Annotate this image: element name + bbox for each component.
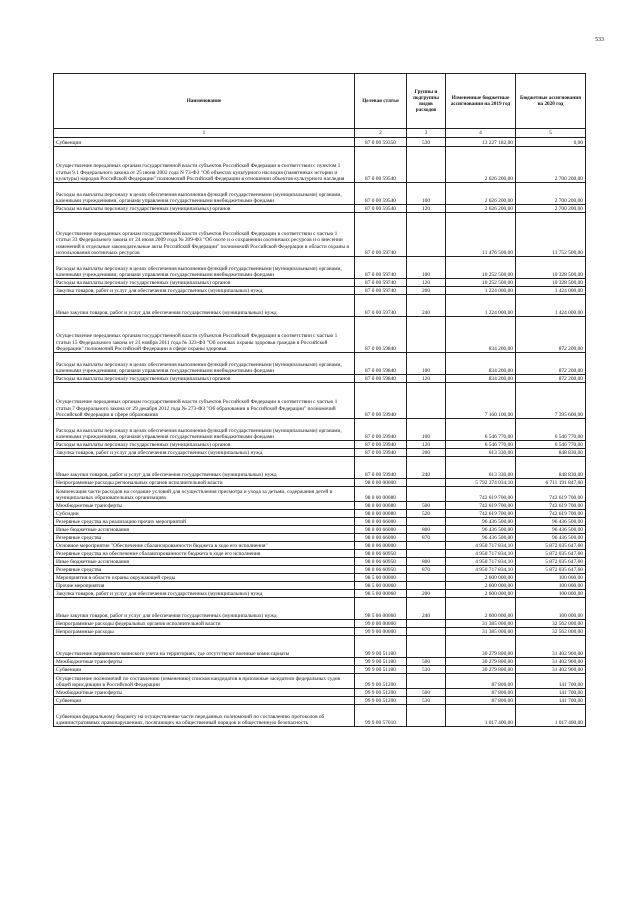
row-amount-2020: 32 562 000,00	[516, 620, 586, 628]
row-expense-group	[407, 317, 446, 353]
table-row	[54, 598, 586, 620]
row-expense-group: 100	[407, 183, 446, 205]
row-amount-2019: 834 200,00	[446, 375, 516, 383]
table-row	[54, 566, 586, 574]
row-amount-2020: 2 700 200,00	[516, 147, 586, 183]
row-amount-2020: 5 872 035 647,60	[516, 558, 586, 566]
row-amount-2020: 100 000,00	[516, 598, 586, 620]
row-name: Субвенции	[54, 697, 355, 705]
row-name: Резервные средства на реализацию прочих мероприятий	[54, 518, 355, 526]
row-amount-2020: 7 395 600,00	[516, 383, 586, 419]
row-amount-2019: 4 950 717 834,10	[446, 558, 516, 566]
row-target-code: 87 0 00 59740	[355, 287, 407, 295]
row-name: Резервные средства на обеспечение сбалансированности бюджета в ходе его исполнения	[54, 550, 355, 558]
row-target-code: 98 0 06 60950	[355, 566, 407, 574]
row-target-code: 98 0 00 66000	[355, 534, 407, 542]
row-name: Прочие мероприятия	[54, 582, 355, 590]
row-target-code: 87 0 00 59540	[355, 183, 407, 205]
row-name: Межбюджетные трансферты	[54, 502, 355, 510]
row-target-code: 99 9 00 51200	[355, 697, 407, 705]
row-amount-2019: 96 436 500,00	[446, 534, 516, 542]
table-row	[54, 550, 586, 558]
row-amount-2020: 2 700 200,00	[516, 183, 586, 205]
table-row	[54, 147, 586, 183]
row-amount-2019: 4 950 717 834,10	[446, 542, 516, 550]
row-amount-2020: 6 546 770,00	[516, 419, 586, 441]
row-name: Межбюджетные трансферты	[54, 689, 355, 697]
table-row	[54, 689, 586, 697]
row-amount-2019: 4 950 717 834,10	[446, 566, 516, 574]
row-amount-2020: 742 619 700,00	[516, 487, 586, 502]
column-number: 3	[407, 129, 446, 138]
column-number-row	[54, 129, 586, 138]
row-name: Расходы на выплаты персоналу в целях обеспечения выполнения функций государственными (муниципальными) органами, казенными учреждениями, органами управления государственными внебюджетными фондами	[54, 183, 355, 205]
row-target-code: 87 0 00 59740	[355, 295, 407, 317]
row-amount-2020: 10 328 500,00	[516, 279, 586, 287]
table-row	[54, 534, 586, 542]
row-amount-2020: 100 000,00	[516, 574, 586, 582]
row-target-code: 87 0 00 59940	[355, 441, 407, 449]
row-amount-2020: 2 700 200,00	[516, 205, 586, 213]
table-row	[54, 205, 586, 213]
row-target-code: 98 0 06 00000	[355, 542, 407, 550]
row-name: Субвенция федеральному бюджету на осуществление части переданных полномочий по составлению протоколов об административных правонарушениях, посягающих на общественный порядок и общественную безопасность	[54, 705, 355, 727]
row-expense-group	[407, 147, 446, 183]
row-name: Расходы на выплаты персоналу в целях обеспечения выполнения функций государственными (муниципальными) органами, казенными учреждениями, органами управления государственными внебюджетными фондами	[54, 419, 355, 441]
row-amount-2020: 96 436 500,00	[516, 534, 586, 542]
table-row	[54, 479, 586, 487]
row-amount-2019: 13 227 182,00	[446, 138, 516, 147]
row-amount-2019: 10 252 500,00	[446, 279, 516, 287]
row-expense-group: 800	[407, 526, 446, 534]
row-target-code: 87 0 00 59740	[355, 257, 407, 279]
table-row	[54, 295, 586, 317]
row-name: Субвенции	[54, 138, 355, 147]
table-row	[54, 574, 586, 582]
row-amount-2020: 141 700,00	[516, 689, 586, 697]
row-target-code: 98 0 06 60950	[355, 558, 407, 566]
row-amount-2019: 6 546 770,00	[446, 441, 516, 449]
row-name: Закупка товаров, работ и услуг для обеспечения государственных (муниципальных) нужд	[54, 287, 355, 295]
header-group: Группы и подгруппы видов расходов	[407, 74, 446, 129]
row-amount-2020: 872 200,00	[516, 375, 586, 383]
row-expense-group: 200	[407, 449, 446, 457]
row-amount-2019: 742 619 700,00	[446, 502, 516, 510]
row-target-code: 99 9 00 00000	[355, 628, 407, 636]
table-row	[54, 558, 586, 566]
row-target-code: 98 0 00 00080	[355, 510, 407, 518]
row-expense-group: 200	[407, 287, 446, 295]
table-row	[54, 449, 586, 457]
budget-table	[53, 73, 586, 727]
row-amount-2019: 2 626 200,00	[446, 205, 516, 213]
row-expense-group	[407, 574, 446, 582]
row-name: Расходы на выплаты персоналу государственных (муниципальных) органов	[54, 279, 355, 287]
table-body	[54, 138, 586, 727]
row-amount-2020: 848 830,00	[516, 449, 586, 457]
row-name: Субсидии	[54, 510, 355, 518]
column-number: 4	[446, 129, 516, 138]
row-amount-2019: 1 224 000,00	[446, 295, 516, 317]
row-amount-2020: 96 436 500,00	[516, 526, 586, 534]
row-target-code: 98 0 00 00080	[355, 502, 407, 510]
row-target-code: 87 0 00 59540	[355, 205, 407, 213]
row-name: Иные закупки товаров, работ и услуг для обеспечения государственных (муниципальных) нужд	[54, 598, 355, 620]
table-row	[54, 674, 586, 689]
row-amount-2020: 31 402 900,00	[516, 666, 586, 674]
row-amount-2020: 1 424 000,00	[516, 295, 586, 317]
row-name: Резервные средства	[54, 534, 355, 542]
row-expense-group: 120	[407, 375, 446, 383]
page-number: 533	[595, 37, 604, 43]
row-amount-2020: 96 436 500,00	[516, 518, 586, 526]
row-amount-2019: 2 626 200,00	[446, 183, 516, 205]
row-amount-2019: 613 330,00	[446, 449, 516, 457]
table-row	[54, 666, 586, 674]
row-expense-group	[407, 542, 446, 550]
row-amount-2019: 87 800,00	[446, 674, 516, 689]
row-expense-group: 120	[407, 441, 446, 449]
header-amount-2019: Измененные бюджетные ассигнования на 2019 год	[446, 74, 516, 129]
row-amount-2019: 96 436 500,00	[446, 518, 516, 526]
row-target-code: 98 0 00 66000	[355, 518, 407, 526]
row-target-code: 87 0 00 59940	[355, 449, 407, 457]
row-amount-2020: 0,00	[516, 138, 586, 147]
row-target-code: 98 5 00 00060	[355, 582, 407, 590]
row-amount-2019: 96 436 500,00	[446, 526, 516, 534]
table-row	[54, 353, 586, 375]
row-target-code: 99 9 00 51180	[355, 636, 407, 658]
row-amount-2020: 11 752 500,00	[516, 213, 586, 257]
row-target-code: 87 0 00 59350	[355, 138, 407, 147]
row-expense-group: 100	[407, 419, 446, 441]
row-target-code: 98 0 00 00000	[355, 479, 407, 487]
row-amount-2019: 4 950 717 834,10	[446, 550, 516, 558]
row-expense-group	[407, 620, 446, 628]
header-name: Наименование	[54, 74, 355, 129]
row-name: Расходы на выплаты персоналу в целях обеспечения выполнения функций государственными (муниципальными) органами, казенными учреждениями, органами управления государственными внебюджетными фондами	[54, 353, 355, 375]
row-amount-2020: 742 619 700,00	[516, 502, 586, 510]
row-target-code: 99 9 00 51200	[355, 689, 407, 697]
row-amount-2019: 87 800,00	[446, 697, 516, 705]
table-row	[54, 697, 586, 705]
table-row	[54, 213, 586, 257]
row-amount-2019: 834 200,00	[446, 317, 516, 353]
table-row	[54, 620, 586, 628]
row-name: Субвенции	[54, 666, 355, 674]
row-amount-2019: 834 200,00	[446, 353, 516, 375]
row-name: Расходы на выплаты персоналу в целях обеспечения выполнения функций государственными (муниципальными) органами, казенными учреждениями, органами управления государственными внебюджетными фондами	[54, 257, 355, 279]
row-expense-group: 240	[407, 295, 446, 317]
row-amount-2020: 31 402 900,00	[516, 636, 586, 658]
row-amount-2020: 848 830,00	[516, 457, 586, 479]
row-name: Мероприятия в области охраны окружающей среды	[54, 574, 355, 582]
row-expense-group: 530	[407, 666, 446, 674]
row-amount-2019: 2 600 000,00	[446, 590, 516, 598]
row-name: Осуществление переданных органам государственной власти субъектов Российской Федерации в соответствии с частью 1 статьи 15 Федерального закона от 21 ноября 2011 года № 323-ФЗ "Об основах охраны здоровья граждан в Российской Федерации" полномочий Российской Федерации в сфере охраны здоровья	[54, 317, 355, 353]
row-target-code: 87 0 00 59840	[355, 353, 407, 375]
row-amount-2019: 30 279 800,00	[446, 636, 516, 658]
row-expense-group: 200	[407, 590, 446, 598]
row-amount-2019: 2 626 200,00	[446, 147, 516, 183]
row-amount-2019: 613 330,00	[446, 457, 516, 479]
row-name: Основное мероприятие "Обеспечение сбалансированности бюджета в ходе его исполнения"	[54, 542, 355, 550]
table-row	[54, 705, 586, 727]
table-row	[54, 287, 586, 295]
row-amount-2019: 87 800,00	[446, 689, 516, 697]
row-name: Осуществление полномочий по составлению (изменению) списков кандидатов в присяжные заседатели федеральных судов общей юрисдикции в Российской Федерации	[54, 674, 355, 689]
row-name: Иные бюджетные ассигнования	[54, 558, 355, 566]
row-amount-2019: 30 279 800,00	[446, 666, 516, 674]
row-amount-2019: 6 546 770,00	[446, 419, 516, 441]
row-target-code: 87 0 00 59940	[355, 419, 407, 441]
row-amount-2019: 31 385 000,00	[446, 620, 516, 628]
table-row	[54, 383, 586, 419]
row-name: Компенсация части расходов на создание условий для осуществления присмотра и ухода за детьми, содержания детей в муниципальных образовательных организациях	[54, 487, 355, 502]
row-expense-group: 240	[407, 598, 446, 620]
table-row	[54, 628, 586, 636]
table-row	[54, 542, 586, 550]
row-amount-2020: 32 562 000,00	[516, 628, 586, 636]
table-row	[54, 502, 586, 510]
row-target-code: 87 0 00 59940	[355, 383, 407, 419]
row-amount-2020: 5 872 035 647,60	[516, 566, 586, 574]
row-name: Осуществление первичного воинского учета на территориях, где отсутствуют военные комиссариаты	[54, 636, 355, 658]
row-name: Расходы на выплаты персоналу государственных (муниципальных) органов	[54, 375, 355, 383]
row-amount-2019: 5 792 374 034,10	[446, 479, 516, 487]
row-target-code: 99 9 00 51180	[355, 666, 407, 674]
row-target-code: 87 0 00 59840	[355, 375, 407, 383]
header-row	[54, 74, 586, 129]
column-number: 2	[355, 129, 407, 138]
table-row	[54, 441, 586, 449]
row-target-code: 87 0 00 59540	[355, 147, 407, 183]
table-row	[54, 487, 586, 502]
row-amount-2020: 6 711 191 847,60	[516, 479, 586, 487]
row-name: Осуществление переданных органам государственной власти субъектов Российской Федерации в соответствии с частью 1 статьи 33 Федерального закона от 24 июля 2009 года № 209-ФЗ "Об охоте и о сохранении охотничьих ресурсов и о внесении изменений в отдельные законодательные акты Российской Федерации" полномочий Российской Федерации в области охраны и использования охотничьих ресурсов	[54, 213, 355, 257]
row-name: Расходы на выплаты персоналу государственных (муниципальных) органов	[54, 205, 355, 213]
row-amount-2020: 31 402 900,00	[516, 658, 586, 666]
row-expense-group: 120	[407, 279, 446, 287]
row-amount-2019: 742 619 700,00	[446, 510, 516, 518]
table-row	[54, 257, 586, 279]
header-code: Целевая статья	[355, 74, 407, 129]
row-name: Непрограммные расходы	[54, 628, 355, 636]
row-amount-2020: 1 424 000,00	[516, 287, 586, 295]
row-expense-group	[407, 518, 446, 526]
row-expense-group	[407, 582, 446, 590]
row-amount-2019: 1 224 000,00	[446, 287, 516, 295]
table-row	[54, 375, 586, 383]
row-amount-2019: 10 252 500,00	[446, 257, 516, 279]
table-row	[54, 317, 586, 353]
row-expense-group	[407, 550, 446, 558]
row-amount-2020: 872 200,00	[516, 353, 586, 375]
row-target-code: 87 0 00 59940	[355, 457, 407, 479]
row-expense-group: 100	[407, 257, 446, 279]
header-amount-2020: Бюджетные ассигнования на 2020 год	[516, 74, 586, 129]
row-target-code: 98 5 00 00000	[355, 574, 407, 582]
row-amount-2019: 11 476 500,00	[446, 213, 516, 257]
row-target-code: 99 9 00 51200	[355, 674, 407, 689]
row-expense-group	[407, 383, 446, 419]
row-expense-group: 800	[407, 558, 446, 566]
row-amount-2019: 31 385 000,00	[446, 628, 516, 636]
row-expense-group	[407, 487, 446, 502]
row-expense-group	[407, 636, 446, 658]
table-row	[54, 279, 586, 287]
row-target-code: 99 9 00 57010	[355, 705, 407, 727]
row-expense-group	[407, 479, 446, 487]
row-target-code: 98 0 00 00080	[355, 487, 407, 502]
row-expense-group: 100	[407, 353, 446, 375]
row-expense-group: 500	[407, 502, 446, 510]
table-row	[54, 526, 586, 534]
row-amount-2020: 100 000,00	[516, 582, 586, 590]
row-amount-2020: 1 017 400,00	[516, 705, 586, 727]
row-target-code: 87 0 00 59740	[355, 279, 407, 287]
row-amount-2020: 872 200,00	[516, 317, 586, 353]
table-row	[54, 518, 586, 526]
row-amount-2020: 10 328 500,00	[516, 257, 586, 279]
row-name: Иные закупки товаров, работ и услуг для обеспечения государственных (муниципальных) нужд	[54, 457, 355, 479]
row-amount-2019: 2 600 000,00	[446, 582, 516, 590]
row-expense-group: 120	[407, 205, 446, 213]
row-name: Осуществление переданных органам государственной власти субъектов Российской Федерации в соответствии с частью 1 статьи 7 Федерального закона от 29 декабря 2012 года № 273-ФЗ "Об образовании в Российской Федерации" полномочий Российской Федерации в сфере образования	[54, 383, 355, 419]
table-row	[54, 590, 586, 598]
row-name: Непрограммные расходы региональных органов исполнительной власти	[54, 479, 355, 487]
row-amount-2020: 742 619 700,00	[516, 510, 586, 518]
row-amount-2020: 141 700,00	[516, 674, 586, 689]
row-expense-group	[407, 213, 446, 257]
row-name: Иные бюджетные ассигнования	[54, 526, 355, 534]
table-row	[54, 582, 586, 590]
row-amount-2019: 742 619 700,00	[446, 487, 516, 502]
row-target-code: 87 0 00 59840	[355, 317, 407, 353]
row-name: Закупка товаров, работ и услуг для обеспечения государственных (муниципальных) нужд	[54, 449, 355, 457]
row-expense-group: 500	[407, 689, 446, 697]
column-number: 5	[516, 129, 586, 138]
row-name: Осуществление переданных органам государственной власти субъектов Российской Федерации в соответствии с пунктом 1 статьи 9.1 Федерального закона от 25 июня 2002 года N 73-ФЗ "Об объектах культурного наследия (памятниках истории и культуры) народов Российской Федерации" полномочий Российской Федерации в отношении объектов культурного наследия	[54, 147, 355, 183]
row-expense-group: 870	[407, 534, 446, 542]
table-row	[54, 183, 586, 205]
row-target-code: 98 0 06 60950	[355, 550, 407, 558]
row-expense-group: 240	[407, 457, 446, 479]
row-target-code: 98 0 00 66000	[355, 526, 407, 534]
row-amount-2020: 141 700,00	[516, 697, 586, 705]
row-target-code: 98 5 00 00060	[355, 598, 407, 620]
row-name: Закупка товаров, работ и услуг для обеспечения государственных (муниципальных) нужд	[54, 590, 355, 598]
row-expense-group	[407, 628, 446, 636]
row-expense-group	[407, 674, 446, 689]
row-amount-2020: 5 872 035 647,60	[516, 542, 586, 550]
row-expense-group: 520	[407, 510, 446, 518]
table-row	[54, 457, 586, 479]
row-expense-group	[407, 705, 446, 727]
row-amount-2019: 2 600 000,00	[446, 574, 516, 582]
table-row	[54, 658, 586, 666]
row-expense-group: 530	[407, 697, 446, 705]
row-target-code: 87 0 00 59740	[355, 213, 407, 257]
row-amount-2019: 2 600 000,00	[446, 598, 516, 620]
row-target-code: 99 0 00 00000	[355, 620, 407, 628]
row-expense-group: 530	[407, 138, 446, 147]
row-name: Иные закупки товаров, работ и услуг для обеспечения государственных (муниципальных) нужд	[54, 295, 355, 317]
table-row	[54, 419, 586, 441]
row-amount-2020: 5 872 035 647,60	[516, 550, 586, 558]
column-number: 1	[54, 129, 355, 138]
row-expense-group: 500	[407, 658, 446, 666]
row-target-code: 99 9 00 51180	[355, 658, 407, 666]
row-amount-2019: 7 160 100,00	[446, 383, 516, 419]
table-row	[54, 636, 586, 658]
table-row	[54, 510, 586, 518]
row-expense-group: 870	[407, 566, 446, 574]
table-row	[54, 138, 586, 147]
row-amount-2019: 1 017 400,00	[446, 705, 516, 727]
row-name: Резервные средства	[54, 566, 355, 574]
row-name: Межбюджетные трансферты	[54, 658, 355, 666]
row-name: Расходы на выплаты персоналу государственных (муниципальных) органов	[54, 441, 355, 449]
row-name: Непрограммные расходы федеральных органов исполнительной власти	[54, 620, 355, 628]
row-target-code: 98 5 00 00060	[355, 590, 407, 598]
row-amount-2020: 100 000,00	[516, 590, 586, 598]
row-amount-2020: 6 546 770,00	[516, 441, 586, 449]
row-amount-2019: 30 279 800,00	[446, 658, 516, 666]
